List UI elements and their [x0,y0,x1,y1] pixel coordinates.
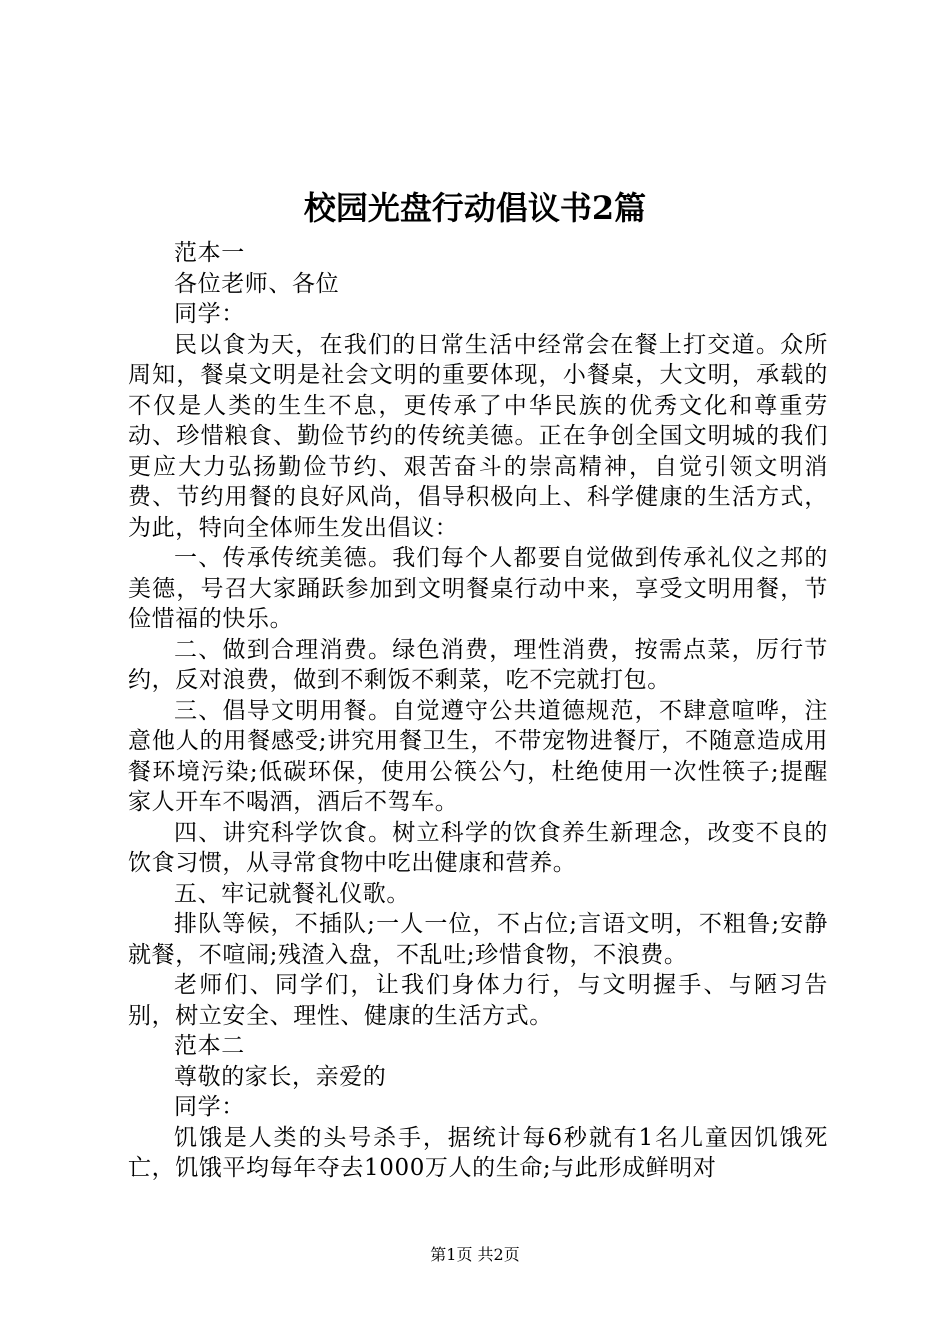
paragraph-point-2: 二、做到合理消费。绿色消费，理性消费，按需点菜，厉行节约，反对浪费，做到不剩饭不剩菜，吃不完就打包。 [128,636,828,693]
page-number-label: 第1页 共2页 [430,1245,520,1264]
paragraph-sample-two-body: 饥饿是人类的头号杀手，据统计每6秒就有1名儿童因饥饿死亡，饥饿平均每年夺去1000万人的生命;与此形成鲜明对 [128,1124,828,1181]
document-body [128,238,828,1184]
paragraph-salutation-two-line-2: 同学： [174,1094,245,1120]
paragraph-salutation-line-2: 同学： [174,301,245,327]
paragraph-point-5: 五、牢记就餐礼仪歌。 [174,880,410,907]
paragraph-sample-one-heading: 范本一 [174,240,245,266]
paragraph-point-3: 三、倡导文明用餐。自觉遵守公共道德规范，不肆意喧哗，注意他人的用餐感受;讲究用餐卫生，不带宠物进餐厅，不随意造成用餐环境污染;低碳环保，使用公筷公勺，杜绝使用一次性筷子;提醒家人开车不喝酒，酒后不驾车。 [128,697,828,815]
paragraph-point-1: 一、传承传统美德。我们每个人都要自觉做到传承礼仪之邦的美德，号召大家踊跃参加到文明餐桌行动中来，享受文明用餐，节俭惜福的快乐。 [128,545,828,632]
paragraph-salutation-line-1: 各位老师、各位 [174,270,340,297]
document-title: 校园光盘行动倡议书2篇 [303,189,647,227]
page-footer [0,1244,950,1266]
paragraph-salutation-two-line-1: 尊敬的家长，亲爱的 [174,1063,387,1090]
paragraph-sample-two-heading: 范本二 [174,1033,245,1059]
paragraph-closing: 老师们、同学们，让我们身体力行，与文明握手、与陋习告别，树立安全、理性、健康的生活方式。 [128,972,828,1029]
paragraph-etiquette-song: 排队等候，不插队;一人一位，不占位;言语文明，不粗鲁;安静就餐，不喧闹;残渣入盘，不乱吐;珍惜食物，不浪费。 [128,911,828,968]
paragraph-point-4: 四、讲究科学饮食。树立科学的饮食养生新理念，改变不良的饮食习惯，从寻常食物中吃出健康和营养。 [128,819,828,876]
paragraph-intro: 民以食为天，在我们的日常生活中经常会在餐上打交道。众所周知，餐桌文明是社会文明的重要体现，小餐桌，大文明，承载的不仅是人类的生生不息，更传承了中华民族的优秀文化和尊重劳动、珍惜粮食、勤俭节约的传统美德。正在争创全国文明城的我们更应大力弘扬勤俭节约、艰苦奋斗的崇高精神，自觉引领文明消费、节约用餐的良好风尚，倡导积极向上、科学健康的生活方式，为此，特向全体师生发出倡议： [128,331,828,541]
